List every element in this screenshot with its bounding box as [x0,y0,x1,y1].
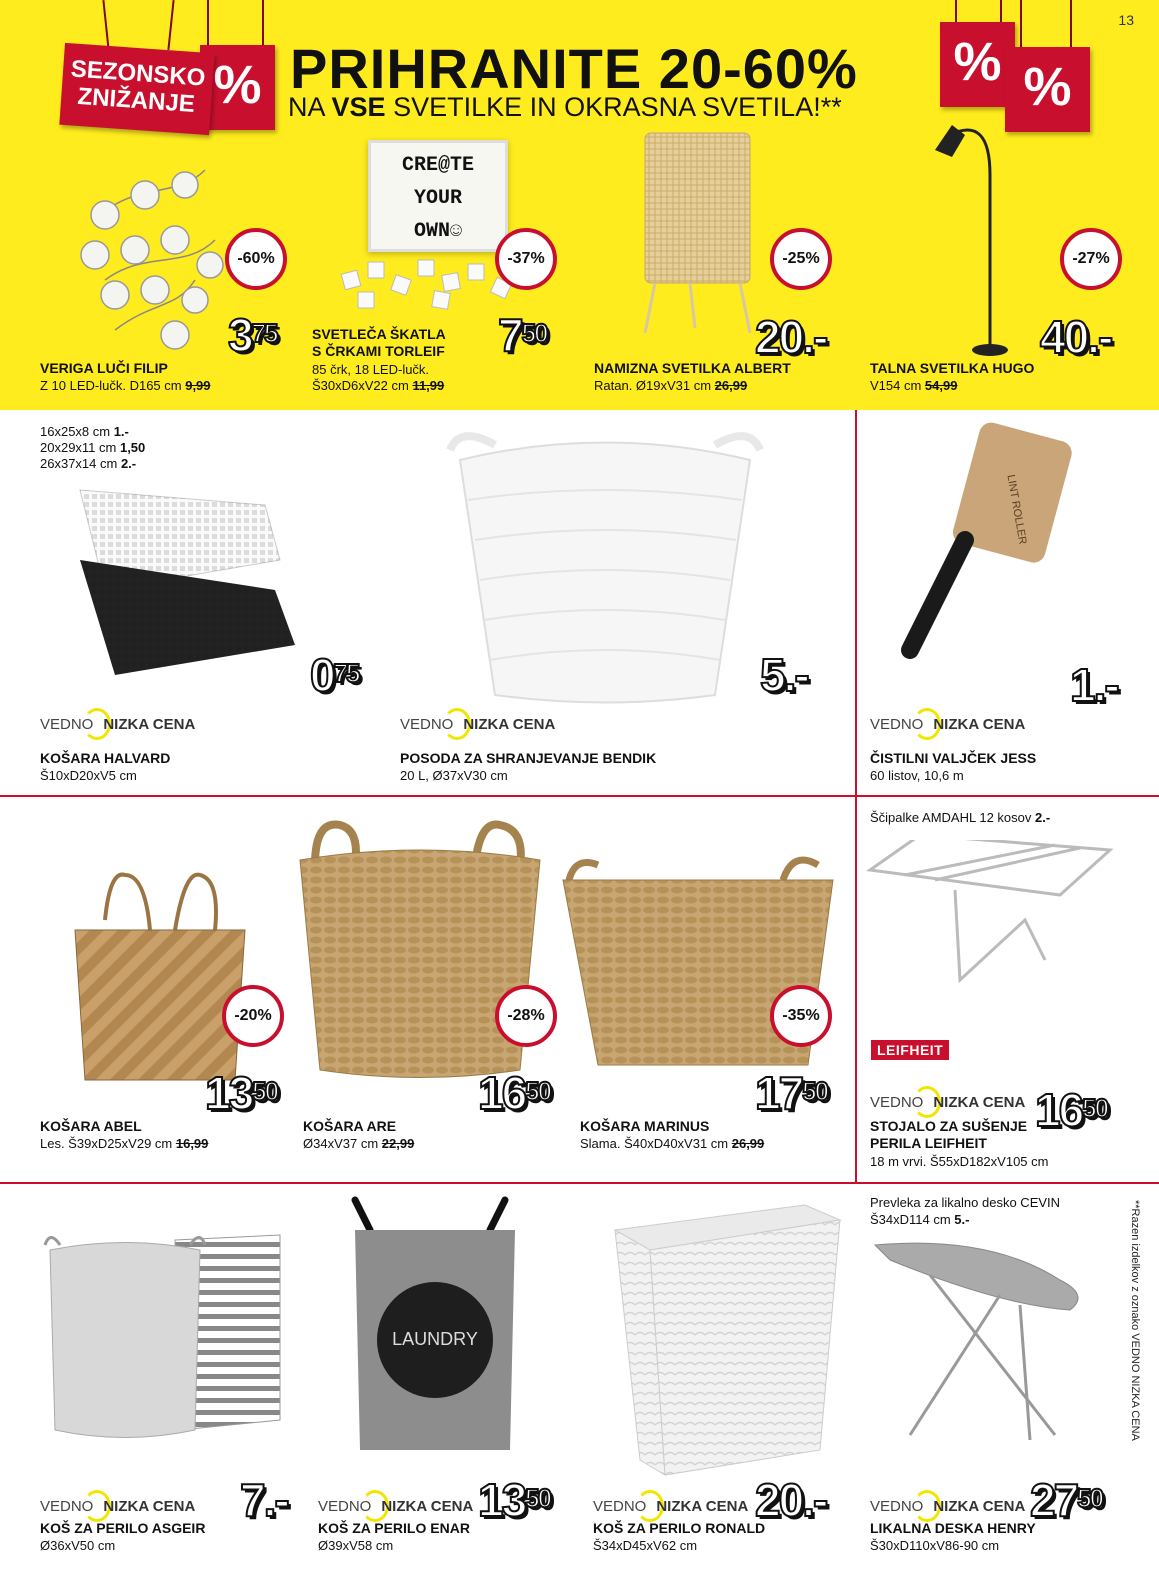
product-desc: 18 m vrvi. Š55xD182xV105 cm [870,1154,1049,1169]
price: $13^{50}$ [478,1474,551,1526]
tag-string [1070,0,1072,48]
vedno-nizka-cena-label: VEDNO NIZKA CENA [400,708,555,740]
product-desc: Ø34xV37 cm 22,99 [303,1136,415,1151]
drying-rack-image [865,840,1115,1000]
product-title: KOŠARA ABEL [40,1118,142,1134]
price: $7^{50}$ [498,309,547,361]
product-title: KOŠARA MARINUS [580,1118,710,1134]
seasonal-sale-badge [59,43,214,135]
percent-tag: % [1005,47,1090,132]
divider [0,795,1159,797]
subheadline [288,92,842,123]
product-title: S ČRKAMI TORLEIF [312,343,445,359]
size-price-list [40,424,145,472]
product-title: POSODA ZA SHRANJEVANJE BENDIK [400,750,657,766]
price: $17^{50}$ [755,1067,828,1119]
headline: PRIHRANITE 20-60% [290,37,858,100]
product-desc: Slama. Š40xD40xV31 cm 26,99 [580,1136,765,1151]
product-desc: Š34xD45xV62 cm [593,1538,698,1553]
discount-badge: -37% [495,228,557,290]
baskets-image [75,485,305,685]
product-title: KOŠ ZA PERILO ASGEIR [40,1520,206,1536]
product-title: SVETLEČA ŠKATLA [312,326,446,342]
laundry-basket-asgeir-image [40,1230,290,1440]
product-title: KOŠARA HALVARD [40,750,171,766]
product-desc: Š10xD20xV5 cm [40,768,137,783]
product-desc: Ratan. Ø19xV31 cm 26,99 [594,378,748,393]
subhead-bold: VSE [331,92,386,122]
discount-badge: -60% [225,228,287,290]
product-desc: Les. Š39xD25xV29 cm 16,99 [40,1136,209,1151]
discount-badge: -25% [770,228,832,290]
vedno-nizka-cena-label: VEDNO NIZKA CENA [870,1086,1025,1118]
size-option: 26x37x14 cm 2.- [40,456,137,471]
floor-lamp-image [930,115,1010,360]
badge-line-1: SEZONSKO [69,55,207,92]
product-desc: Š30xD6xV22 cm 11,99 [312,378,445,393]
vedno-nizka-cena-label: VEDNO NIZKA CENA [40,1490,195,1522]
accessory-note: Š34xD114 cm 5.- [870,1212,970,1227]
product-title: ČISTILNI VALJČEK JESS [870,750,1037,766]
discount-badge: -20% [222,985,284,1047]
price: $16^{50}$ [1035,1084,1108,1136]
product-desc: Š30xD110xV86-90 cm [870,1538,1000,1553]
vedno-nizka-cena-label: VEDNO NIZKA CENA [870,708,1025,740]
product-desc: Ø39xV58 cm [318,1538,394,1553]
woven-basket-abel-image [65,870,255,1090]
price: 40.- [1040,311,1112,363]
discount-badge: -35% [770,985,832,1047]
page-number: 13 [1118,12,1134,28]
product-desc: V154 cm 54,99 [870,378,958,393]
laundry-hamper-ronald-image [605,1190,845,1480]
divider [855,797,857,1182]
price: 5.- [760,649,808,701]
price: 1.- [1070,659,1118,711]
laundry-bag-enar-image [340,1195,530,1460]
product-title: STOJALO ZA SUŠENJE [870,1118,1028,1134]
vedno-nizka-cena-label: VEDNO NIZKA CENA [40,708,195,740]
tag-string [207,0,209,48]
table-lamp-image [640,128,755,338]
ironing-board-image [870,1235,1110,1450]
product-desc: Ø36xV50 cm [40,1538,116,1553]
price: $16^{50}$ [478,1067,551,1119]
footnote [1127,1200,1141,1580]
percent-tag: % [940,22,1015,107]
product-desc: 85 črk, 18 LED-lučk. [312,362,430,377]
product-title: KOŠ ZA PERILO RONALD [593,1520,766,1536]
discount-badge: -28% [495,985,557,1047]
product-title: TALNA SVETILKA HUGO [870,360,1035,376]
roller-label: LINT ROLLER [1004,473,1029,546]
divider [855,410,857,795]
storage-tub-image [440,420,770,710]
subhead-post: SVETILKE IN OKRASNA SVETILA!** [385,92,842,122]
string-lights-image [75,160,225,355]
price: $0^{75}$ [310,649,359,701]
product-title: LIKALNA DESKA HENRY [870,1520,1036,1536]
price: $13^{50}$ [205,1067,278,1119]
price: 20.- [755,311,827,363]
price: $27^{50}$ [1030,1474,1103,1526]
product-title: NAMIZNA SVETILKA ALBERT [594,360,791,376]
accessory-note: Prevleka za likalno desko CEVIN [870,1195,1061,1210]
size-option: 20x29x11 cm 1,50 [40,440,146,455]
lint-roller-image [870,420,1090,680]
product-title: KOŠARA ARE [303,1118,397,1134]
discount-badge: -27% [1060,228,1122,290]
footnote-text: **Razen izdelkov z oznako VEDNO NIZKA CENA [1129,1200,1141,1441]
tag-string [1020,0,1022,48]
price: 7.- [240,1474,288,1526]
brand-logo-leifheit: LEIFHEIT [871,1040,949,1060]
price: 20.- [755,1474,827,1526]
product-desc: 20 L, Ø37xV30 cm [400,768,508,783]
vedno-nizka-cena-label: VEDNO NIZKA CENA [318,1490,473,1522]
product-desc: Z 10 LED-lučk. D165 cm 9,99 [40,378,211,393]
accessory-note: Ščipalke AMDAHL 12 kosov 2.- [870,810,1051,825]
light-box-sign [368,140,508,252]
tag-string [1000,0,1002,22]
product-title: PERILA LEIFHEIT [870,1135,987,1151]
divider [0,1182,1159,1184]
sign-line: YOUR [413,187,462,210]
laundry-label: LAUNDRY [392,1329,478,1349]
product-title: KOŠ ZA PERILO ENAR [318,1520,470,1536]
vedno-nizka-cena-label: VEDNO NIZKA CENA [593,1490,748,1522]
tag-string [955,0,957,22]
sign-line: OWN☺ [413,220,462,243]
tag-string [262,0,264,48]
product-title: VERIGA LUČI FILIP [40,360,168,376]
subhead-pre: NA [288,92,332,122]
size-option: 16x25x8 cm 1.- [40,424,129,439]
sign-line: CRE@TE [401,154,474,177]
price: $3^{75}$ [228,309,277,361]
badge-line-2: ZNIŽANJE [76,82,196,119]
vedno-nizka-cena-label: VEDNO NIZKA CENA [870,1490,1025,1522]
product-desc: 60 listov, 10,6 m [870,768,964,783]
percent-tag: % [200,45,275,130]
